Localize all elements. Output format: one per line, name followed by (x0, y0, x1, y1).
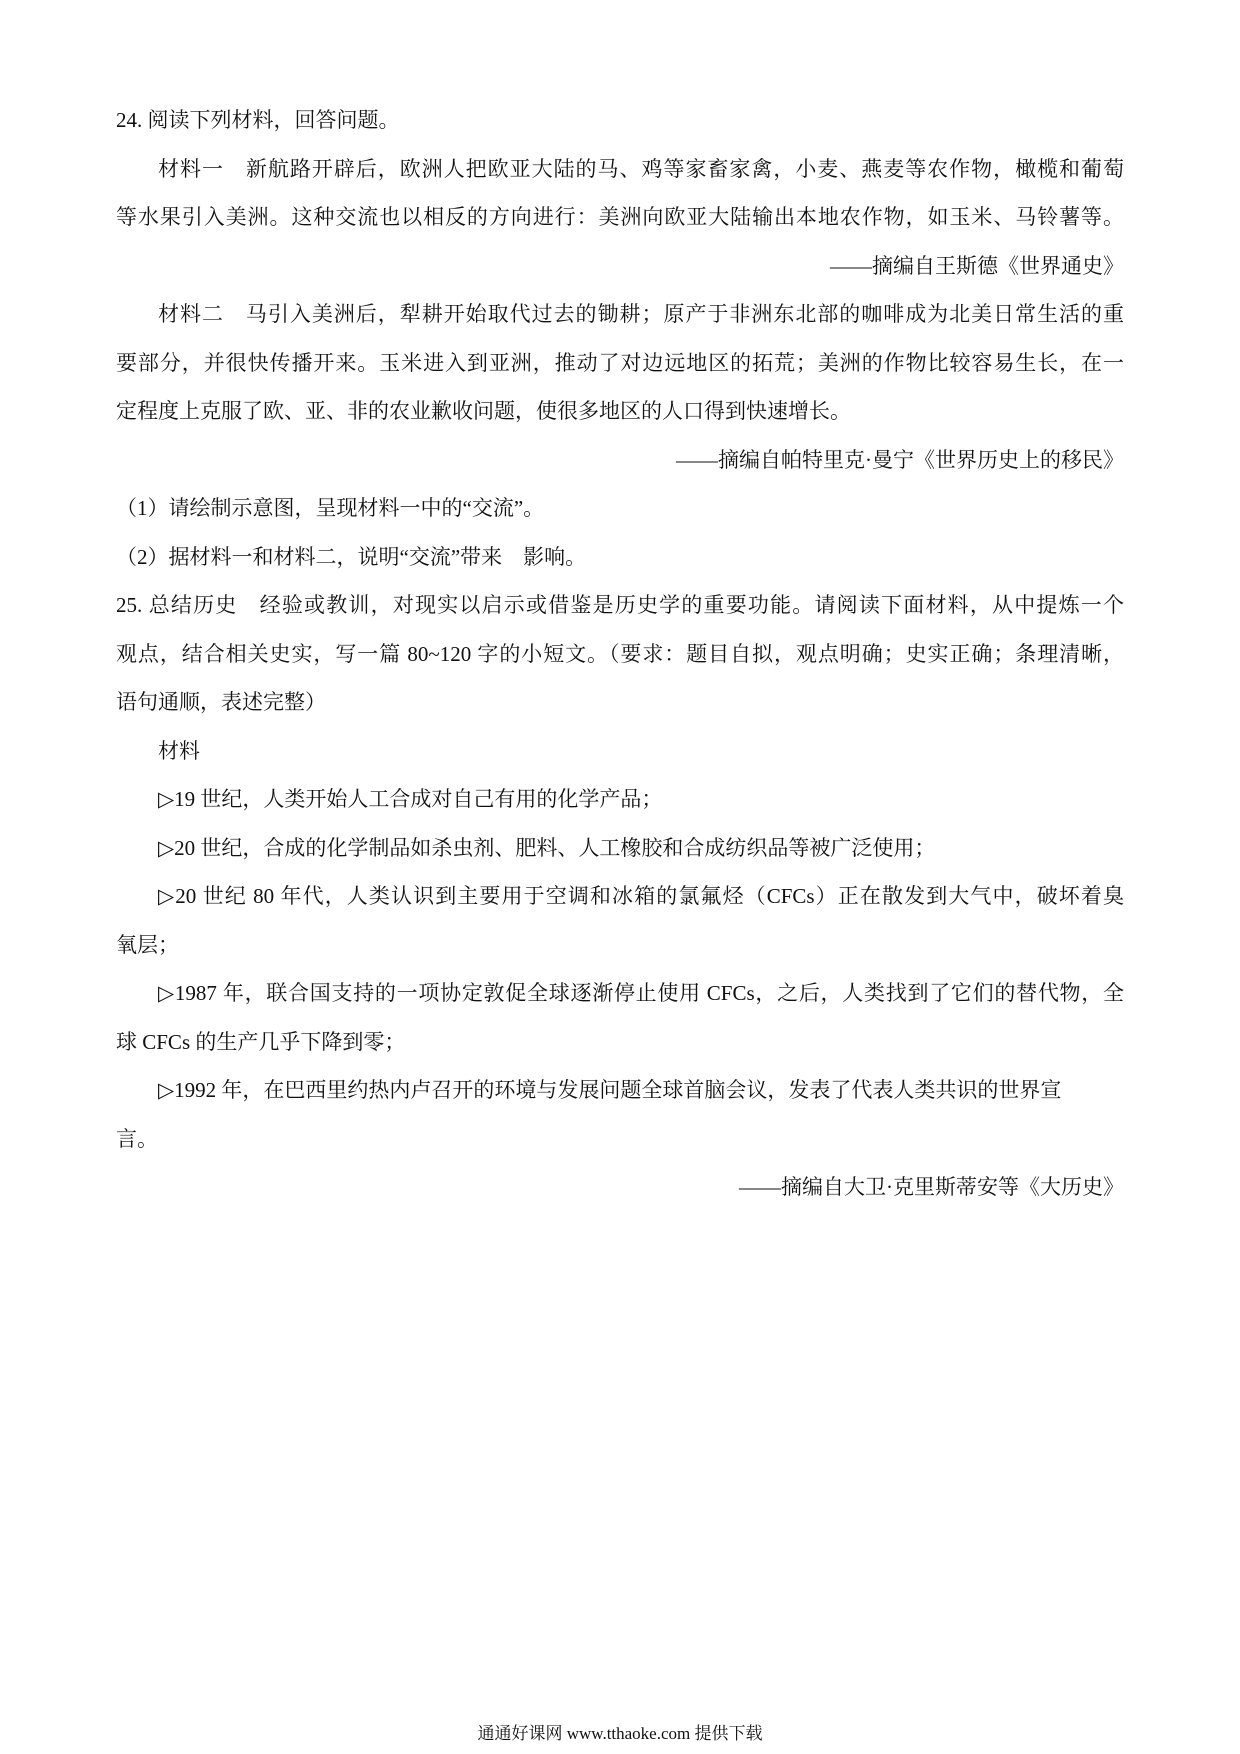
question-25-stem-line: 25. 总结历史 经验或教训，对现实以启示或借鉴是历史学的重要功能。请阅读下面材料，从中提炼一个 (116, 593, 1124, 617)
material-item: ▷20 世纪 80 年代，人类认识到主要用于空调和冰箱的氯氟烃（CFCs）正在散发到大气中，破坏着臭 (158, 884, 1124, 908)
material-source: ——摘编自大卫·克里斯蒂安等《大历史》 (739, 1175, 1124, 1199)
material-1-line: 材料一 新航路开辟后，欧洲人把欧亚大陆的马、鸡等家畜家禽，小麦、燕麦等农作物，橄榄和葡萄 (158, 156, 1124, 181)
question-25-stem-line: 语句通顺，表述完整） (116, 690, 326, 714)
material-2-line: 材料二 马引入美洲后，犁耕开始取代过去的锄耕；原产于非洲东北部的咖啡成为北美日常生活的重 (158, 302, 1124, 326)
material-1-source: ——摘编自王斯德《世界通史》 (830, 253, 1124, 278)
material-2-line: 定程度上克服了欧、亚、非的农业歉收问题，使很多地区的人口得到快速增长。 (116, 399, 851, 423)
material-item: ▷20 世纪，合成的化学制品如杀虫剂、肥料、人工橡胶和合成纺织品等被广泛使用； (158, 835, 936, 860)
sub-question-1: （1）请绘制示意图，呈现材料一中的“交流”。 (116, 496, 545, 520)
material-item-continuation: 氧层； (116, 932, 179, 957)
material-item: ▷19 世纪，人类开始人工合成对自己有用的化学产品； (158, 787, 663, 811)
exam-page-content (116, 96, 1124, 1212)
material-2-line: 要部分，并很快传播开来。玉米进入到亚洲，推动了对边远地区的拓荒；美洲的作物比较容易生长，在一 (116, 350, 1124, 375)
question-25-stem-line: 观点，结合相关史实，写一篇 80~120 字的小短文。（要求：题目自拟，观点明确；史实正确；条理清晰， (116, 641, 1124, 666)
material-item: ▷1992 年，在巴西里约热内卢召开的环境与发展问题全球首脑会议，发表了代表人类共识的世界宣 (158, 1078, 1062, 1102)
material-item-continuation: 球 CFCs 的生产几乎下降到零； (116, 1029, 406, 1054)
page-footer: 通通好课网 www.tthaoke.com 提供下载 (477, 1724, 763, 1743)
material-2-source: ——摘编自帕特里克·曼宁《世界历史上的移民》 (676, 447, 1124, 472)
material-label: 材料 (158, 738, 200, 763)
material-item-continuation: 言。 (116, 1126, 158, 1151)
sub-question-2: （2）据材料一和材料二，说明“交流”带来 影响。 (116, 544, 587, 569)
material-item: ▷1987 年，联合国支持的一项协定敦促全球逐渐停止使用 CFCs，之后，人类找到了它们的替代物，全 (158, 981, 1124, 1005)
material-1-line: 等水果引入美洲。这种交流也以相反的方向进行：美洲向欧亚大陆输出本地农作物，如玉米、马铃薯等。 (116, 205, 1124, 229)
question-24-stem: 24. 阅读下列材料，回答问题。 (116, 108, 400, 132)
